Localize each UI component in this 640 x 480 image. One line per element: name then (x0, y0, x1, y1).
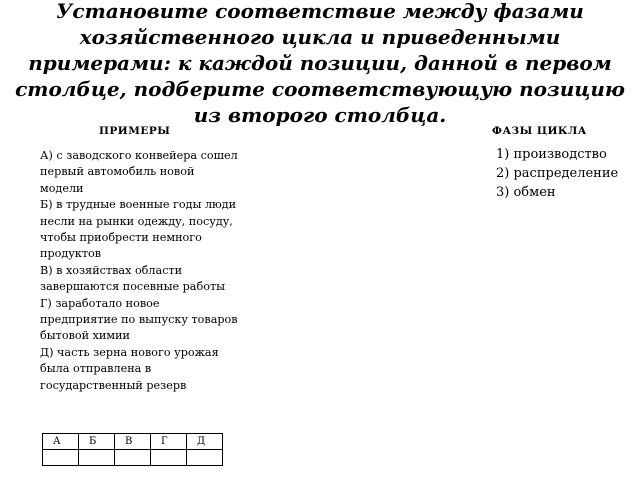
answer-letter-v: В (115, 434, 151, 450)
example-v: В) в хозяйствах области завершаются посевные работы (40, 263, 226, 294)
answer-letter-g: Г (151, 434, 187, 450)
answer-letter-b: Б (79, 434, 115, 450)
example-d: Д) часть зерна нового урожая была отправлена в государственный резерв (40, 345, 219, 392)
answer-table-letters-row (43, 434, 223, 450)
phase-distribution: 2) распределение (496, 166, 619, 181)
answer-cell-a[interactable] (43, 450, 79, 466)
answer-table (42, 433, 223, 466)
title-line-5: из второго столбца. (193, 103, 447, 127)
title-line-1: Установите соответствие между фазами (56, 0, 584, 23)
phase-production: 1) производство (496, 147, 607, 162)
example-b: Б) в трудные военные годы люди несли на рынки одежду, посуду, чтобы приобрести немного продуктов (40, 198, 237, 261)
answer-table-answers-row (43, 450, 223, 466)
title-line-4: столбце, подберите соответствующую позицию (15, 77, 625, 101)
answer-letter-a: А (43, 434, 79, 450)
phases-header: ФАЗЫ ЦИКЛА (492, 125, 587, 137)
answer-cell-v[interactable] (115, 450, 151, 466)
example-a: А) с заводского конвейера сошел первый автомобиль новой модели (40, 149, 238, 195)
answer-cell-g[interactable] (151, 450, 187, 466)
examples-header: ПРИМЕРЫ (99, 125, 171, 137)
title-line-3: примерами: к каждой позиции, данной в первом (28, 51, 612, 75)
answer-cell-d[interactable] (187, 450, 223, 466)
example-g: Г) заработало новое предприятие по выпуску товаров бытовой химии (40, 296, 238, 343)
title-line-2: хозяйственного цикла и приведенными (79, 25, 561, 49)
answer-cell-b[interactable] (79, 450, 115, 466)
answer-letter-d: Д (187, 434, 223, 450)
task-title (0, 0, 640, 128)
examples-column (40, 148, 240, 394)
phases-column (479, 145, 629, 202)
phase-exchange: 3) обмен (496, 185, 556, 200)
